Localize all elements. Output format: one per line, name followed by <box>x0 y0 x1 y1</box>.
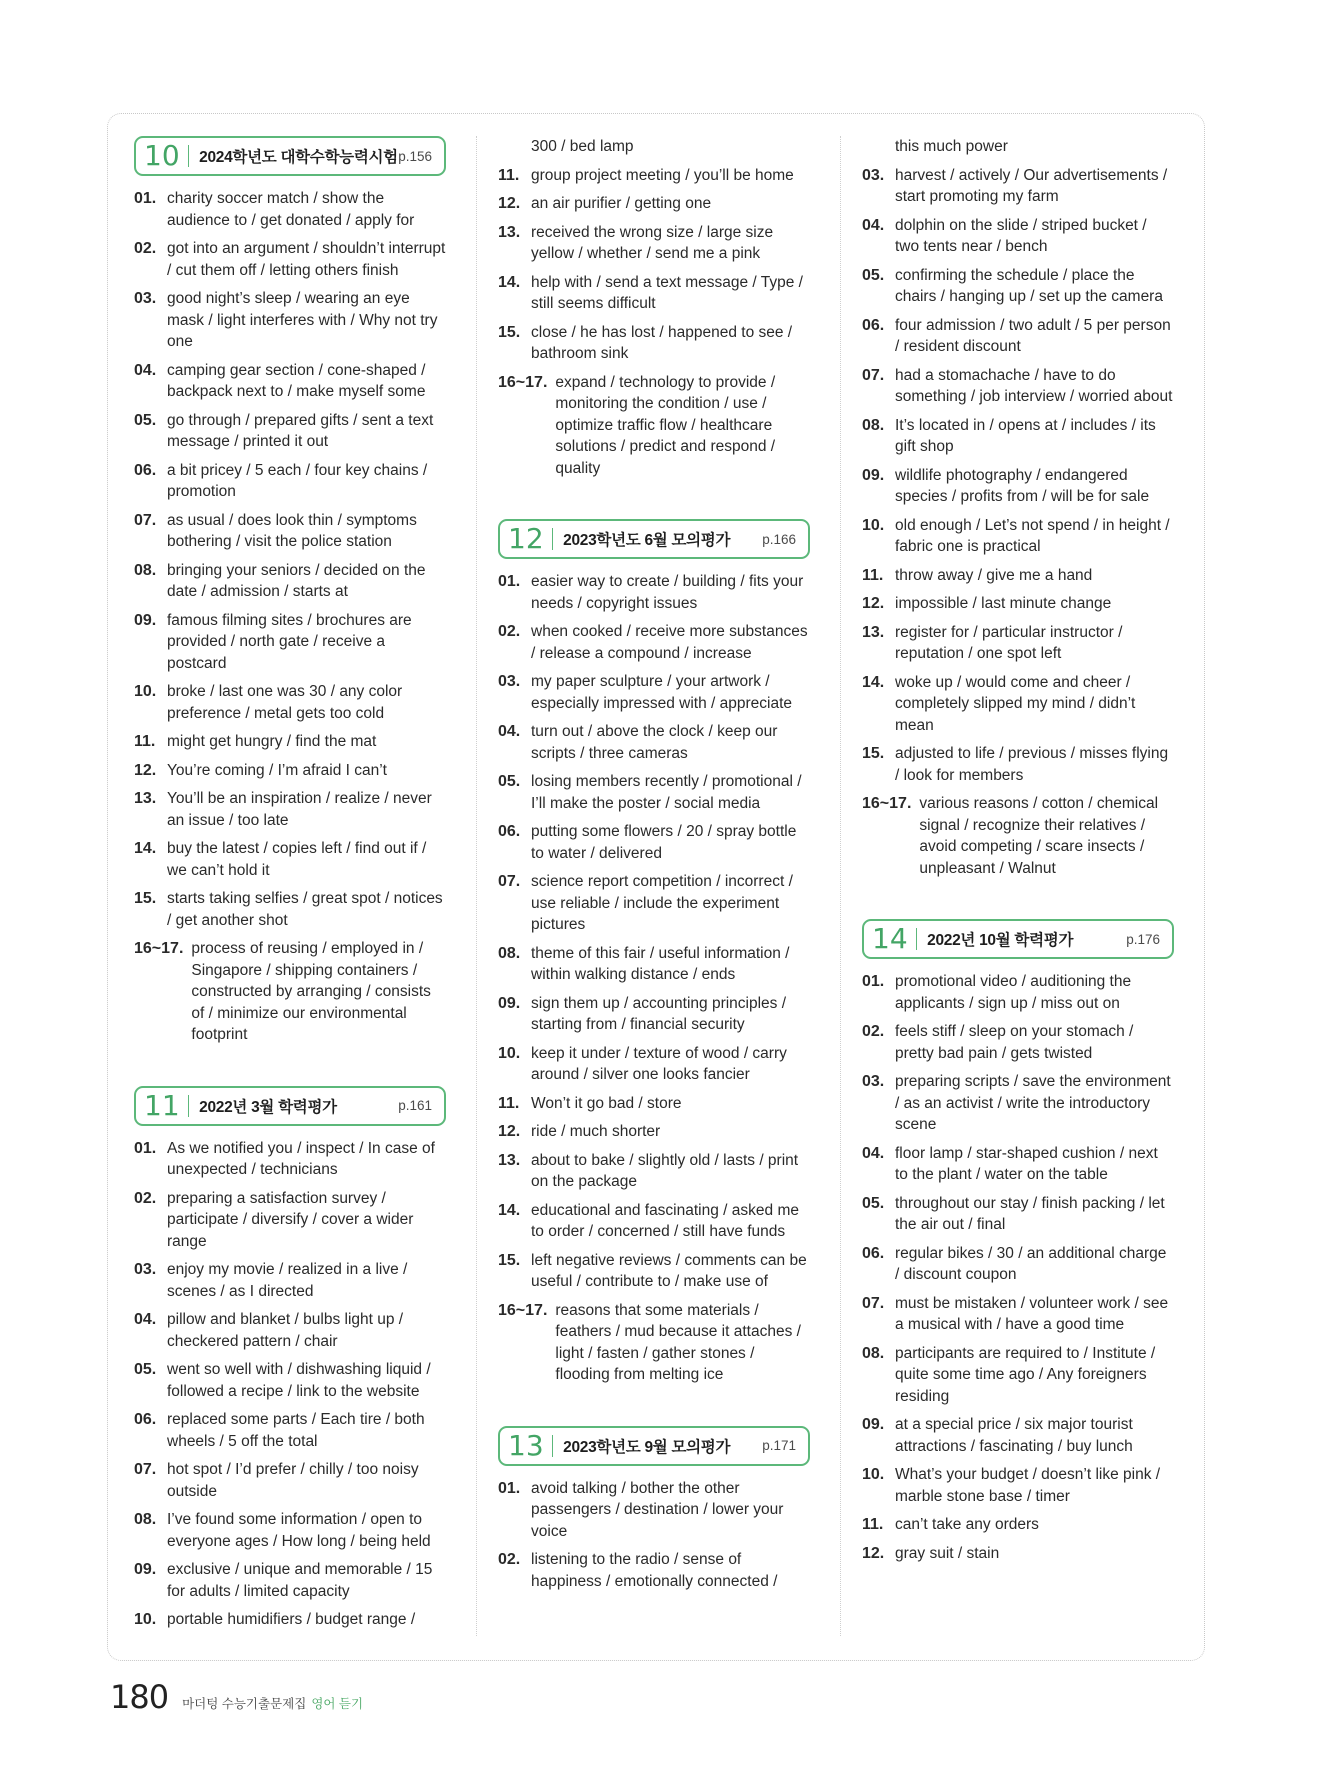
item-number: 16~17. <box>134 940 184 957</box>
answer-item <box>498 1121 810 1143</box>
item-number: 02. <box>134 240 157 257</box>
item-number: 01. <box>862 973 885 990</box>
answer-item <box>498 1300 810 1386</box>
item-text: floor lamp / star-shaped cushion / next to the plant / water on the table <box>895 1144 1158 1183</box>
section-title: 2022년 3월 학력평가 <box>199 1098 337 1116</box>
item-number: 01. <box>498 1479 521 1497</box>
answer-item <box>134 1188 446 1253</box>
item-text: regular bikes / 30 / an additional charge / discount coupon <box>895 1244 1167 1283</box>
item-text: turn out / above the clock / keep our scripts / three cameras <box>531 723 778 762</box>
answer-item <box>498 571 810 614</box>
item-text: gray suit / stain <box>895 1544 1000 1562</box>
answer-item <box>862 1543 1174 1565</box>
section-number: 12 <box>508 522 544 555</box>
item-text: famous filming sites / brochures are provided / north gate / receive a postcard <box>167 611 412 672</box>
item-text: adjusted to life / previous / misses flying / look for members <box>895 745 1169 784</box>
item-text: various reasons / cotton / chemical signal / recognize their relatives / avoid competing / scare insects / unpleasant / Walnut <box>919 795 1159 877</box>
item-number: 13. <box>498 223 521 241</box>
item-number: 08. <box>862 1344 885 1362</box>
item-number: 12. <box>134 761 157 779</box>
answer-item <box>134 1138 446 1181</box>
item-number: 08. <box>134 1511 157 1528</box>
item-number: 07. <box>862 1294 885 1312</box>
answer-item <box>134 1359 446 1402</box>
exam-section <box>498 519 810 1386</box>
item-number: 04. <box>862 216 885 234</box>
answer-item <box>134 838 446 881</box>
item-text: group project meeting / you’ll be home <box>531 166 794 184</box>
item-text: throw away / give me a hand <box>895 566 1093 584</box>
item-number: 11. <box>498 1094 520 1112</box>
item-number: 14. <box>134 840 157 857</box>
item-number: 09. <box>498 994 521 1012</box>
answer-item <box>862 672 1174 737</box>
item-number: 07. <box>134 1461 157 1478</box>
answer-item <box>862 1021 1174 1064</box>
item-number: 10. <box>862 1466 885 1483</box>
item-text: woke up / would come and cheer / completely slipped my mind / didn’t mean <box>895 673 1136 734</box>
item-number: 04. <box>134 361 157 379</box>
answer-item <box>134 510 446 553</box>
header-divider <box>552 1435 554 1457</box>
item-number: 02. <box>134 1189 157 1207</box>
item-text: left negative reviews / comments can be useful / contribute to / make use of <box>531 1251 807 1290</box>
item-number: 14. <box>862 673 885 691</box>
item-number: 08. <box>134 561 157 579</box>
section-title: 2022년 10월 학력평가 <box>927 932 1074 949</box>
section-header <box>498 1426 810 1466</box>
answer-item <box>134 1309 446 1352</box>
book-subject: 영어 듣기 <box>311 1697 364 1711</box>
answer-item <box>862 315 1174 358</box>
item-number: 05. <box>862 1194 885 1212</box>
section-page-ref: p.156 <box>398 148 432 164</box>
item-text: when cooked / receive more substances / release a compound / increase <box>531 623 808 662</box>
item-number: 16~17. <box>862 795 912 812</box>
section-page-ref: p.161 <box>398 1098 432 1113</box>
answer-item <box>498 943 810 986</box>
item-text: received the wrong size / large size yellow / whether / send me a pink <box>531 223 774 262</box>
item-number: 05. <box>134 411 157 429</box>
answer-item <box>134 288 446 353</box>
item-number: 01. <box>498 573 521 590</box>
answer-item <box>134 410 446 453</box>
item-text: You’re coming / I’m afraid I can’t <box>167 761 387 779</box>
item-number: 16~17. <box>498 1301 548 1319</box>
item-text: listening to the radio / sense of happiness / emotionally connected / <box>531 1551 778 1590</box>
item-number: 12. <box>498 1123 521 1140</box>
item-number: 15. <box>498 1251 521 1269</box>
item-number: 11. <box>862 1516 884 1533</box>
item-text: help with / send a text message / Type / still seems difficult <box>531 273 803 312</box>
item-number: 08. <box>862 416 885 434</box>
item-number: 03. <box>498 673 521 690</box>
item-text: You’ll be an inspiration / realize / never an issue / too late <box>167 790 432 829</box>
answer-item <box>498 821 810 864</box>
column-1 <box>134 136 446 1671</box>
item-text: science report competition / incorrect / use reliable / include the experiment pictures <box>531 873 793 933</box>
answer-item <box>862 1414 1174 1457</box>
item-text: preparing scripts / save the environment / as an activist / write the introductory scene <box>895 1073 1171 1133</box>
item-number: 10. <box>862 516 885 534</box>
item-text: can’t take any orders <box>895 1516 1039 1533</box>
answer-item <box>134 610 446 675</box>
item-text: good night’s sleep / wearing an eye mask / light interferes with / Why not try one <box>167 290 438 350</box>
item-text: ride / much shorter <box>531 1123 661 1140</box>
answer-item <box>134 1509 446 1552</box>
answer-item <box>134 731 446 753</box>
answer-item <box>134 1609 446 1631</box>
item-number: 04. <box>134 1311 157 1328</box>
answer-item <box>134 888 446 931</box>
column-2 <box>498 136 810 1632</box>
item-number: 03. <box>134 290 157 307</box>
item-text: camping gear section / cone-shaped / backpack next to / make myself some <box>167 361 426 400</box>
answer-item <box>862 593 1174 615</box>
answer-item <box>862 1293 1174 1336</box>
answer-item <box>498 372 810 480</box>
section-title: 2024학년도 대학수학능력시험 <box>199 149 398 166</box>
answer-item <box>498 165 810 187</box>
answer-item <box>862 565 1174 587</box>
header-divider <box>188 145 190 167</box>
item-text: feels stiff / sleep on your stomach / pretty bad pain / gets twisted <box>895 1023 1134 1062</box>
item-text: as usual / does look thin / symptoms bothering / visit the police station <box>167 511 417 550</box>
item-number: 06. <box>134 461 157 479</box>
item-number: 01. <box>134 190 157 207</box>
section-number: 13 <box>508 1428 544 1462</box>
book-title: 마더텅 수능기출문제집 <box>182 1697 307 1711</box>
item-number: 16~17. <box>498 373 548 391</box>
item-text: educational and fascinating / asked me to order / concerned / still have funds <box>531 1201 799 1240</box>
item-number: 09. <box>134 611 157 629</box>
answer-item <box>498 1478 810 1543</box>
answer-item <box>134 788 446 831</box>
answer-list <box>134 1138 446 1631</box>
item-number: 05. <box>498 773 521 790</box>
item-text: got into an argument / shouldn’t interrupt / cut them off / letting others finish <box>167 240 446 279</box>
item-number: 14. <box>498 273 521 291</box>
answer-item <box>498 1250 810 1293</box>
item-text: harvest / actively / Our advertisements / start promoting my farm <box>895 166 1168 205</box>
answer-item <box>862 515 1174 558</box>
item-text: losing members recently / promotional / I’ll make the poster / social media <box>531 773 802 812</box>
answer-item <box>498 222 810 265</box>
answer-item <box>498 272 810 315</box>
item-number: 10. <box>498 1044 521 1062</box>
answer-list <box>498 571 810 1386</box>
answer-item <box>498 1549 810 1592</box>
column-divider <box>476 136 477 1636</box>
item-number: 08. <box>498 944 521 962</box>
item-text: at a special price / six major tourist attractions / fascinating / buy lunch <box>895 1416 1133 1455</box>
answer-item <box>498 322 810 365</box>
item-number: 04. <box>862 1144 885 1162</box>
answer-item <box>862 165 1174 208</box>
answer-item <box>862 1343 1174 1408</box>
answer-item <box>862 971 1174 1014</box>
item-text: participants are required to / Institute / quite some time ago / Any foreigners residing <box>895 1344 1156 1405</box>
answer-item <box>134 1259 446 1302</box>
answer-item <box>134 460 446 503</box>
item-number: 09. <box>862 1416 885 1433</box>
exam-section <box>498 1426 810 1593</box>
item-number: 05. <box>134 1361 157 1378</box>
answer-item <box>862 622 1174 665</box>
answer-item <box>134 560 446 603</box>
item-number: 02. <box>498 1551 521 1568</box>
item-text: throughout our stay / finish packing / let the air out / final <box>895 1194 1165 1233</box>
carryover-text: this much power <box>895 138 1008 155</box>
answer-item <box>862 215 1174 258</box>
column-3 <box>862 136 1174 1604</box>
item-number: 12. <box>498 195 521 212</box>
section-title: 2023학년도 6월 모의평가 <box>563 532 731 549</box>
exam-section <box>134 1086 446 1631</box>
item-number: 03. <box>862 1073 885 1090</box>
item-number: 13. <box>862 623 885 641</box>
exam-section <box>134 136 446 1046</box>
item-text: bringing your seniors / decided on the date / admission / starts at <box>167 561 426 600</box>
answer-item <box>862 1071 1174 1136</box>
item-text: expand / technology to provide / monitoring the condition / use / optimize traffic flow / healthcare solutions / predict and respond / quality <box>555 373 776 477</box>
item-text: replaced some parts / Each tire / both wheels / 5 off the total <box>167 1411 425 1450</box>
answer-item <box>134 760 446 782</box>
section-header <box>134 1086 446 1126</box>
item-text: avoid talking / bother the other passengers / destination / lower your voice <box>531 1479 784 1540</box>
answer-item <box>134 1459 446 1502</box>
answer-list <box>862 971 1174 1564</box>
answer-list <box>498 165 810 480</box>
answer-item <box>498 771 810 814</box>
answer-item <box>498 871 810 936</box>
item-text: preparing a satisfaction survey / participate / diversify / cover a wider range <box>167 1189 414 1250</box>
item-text: keep it under / texture of wood / carry around / silver one looks fancier <box>531 1044 787 1083</box>
item-text: broke / last one was 30 / any color preference / metal gets too cold <box>167 683 403 722</box>
item-text: old enough / Let’s not spend / in height / fabric one is practical <box>895 516 1170 555</box>
item-text: theme of this fair / useful information / within walking distance / ends <box>531 944 790 983</box>
item-number: 03. <box>862 166 885 184</box>
answer-item <box>498 721 810 764</box>
item-number: 10. <box>134 1611 157 1628</box>
item-number: 15. <box>498 323 521 341</box>
section-number: 11 <box>144 1088 180 1122</box>
item-text: might get hungry / find the mat <box>167 733 377 750</box>
item-text: had a stomachache / have to do something / job interview / worried about <box>895 366 1173 405</box>
item-text: enjoy my movie / realized in a live / scenes / as I directed <box>167 1261 408 1300</box>
answer-list <box>498 1478 810 1593</box>
item-number: 11. <box>498 166 520 184</box>
item-text: confirming the schedule / place the chairs / hanging up / set up the camera <box>895 266 1163 305</box>
item-text: promotional video / auditioning the applicants / sign up / miss out on <box>895 973 1132 1012</box>
answer-item <box>498 993 810 1036</box>
answer-item <box>862 1143 1174 1186</box>
answer-item <box>862 743 1174 786</box>
answer-item <box>862 365 1174 408</box>
item-text: reasons that some materials / feathers / mud because it attaches / light / fasten / gather stones / flooding from melting ice <box>555 1301 801 1383</box>
item-text: portable humidifiers / budget range / <box>167 1611 416 1628</box>
section-page-ref: p.166 <box>762 531 796 547</box>
answer-list <box>862 165 1174 880</box>
answer-item <box>134 1409 446 1452</box>
answer-item <box>498 621 810 664</box>
page-number: 180 <box>110 1678 169 1716</box>
item-number: 04. <box>498 723 521 740</box>
item-text: sign them up / accounting principles / starting from / financial security <box>531 994 787 1033</box>
section-number: 10 <box>144 139 180 172</box>
answer-item <box>134 938 446 1046</box>
answer-item <box>134 188 446 231</box>
item-number: 09. <box>862 466 885 484</box>
item-text: buy the latest / copies left / find out if / we can’t hold it <box>167 840 427 879</box>
item-text: register for / particular instructor / reputation / one spot left <box>895 623 1123 662</box>
item-number: 12. <box>862 1544 885 1562</box>
continued-items <box>862 165 1174 880</box>
answer-item <box>498 1200 810 1243</box>
item-text: four admission / two adult / 5 per person / resident discount <box>895 316 1171 355</box>
item-number: 11. <box>134 733 156 750</box>
item-number: 13. <box>498 1151 521 1169</box>
header-divider <box>916 928 918 950</box>
answer-item <box>134 681 446 724</box>
item-text: Won’t it go bad / store <box>531 1094 682 1112</box>
item-number: 07. <box>862 366 885 384</box>
item-number: 13. <box>134 790 157 807</box>
answer-item <box>862 415 1174 458</box>
item-text: exclusive / unique and memorable / 15 for adults / limited capacity <box>167 1561 433 1600</box>
item-number: 02. <box>498 623 521 640</box>
item-text: putting some flowers / 20 / spray bottle to water / delivered <box>531 823 797 862</box>
item-text: close / he has lost / happened to see / bathroom sink <box>531 323 793 362</box>
answer-item <box>862 1193 1174 1236</box>
item-text: impossible / last minute change <box>895 595 1112 612</box>
item-text: a bit pricey / 5 each / four key chains / promotion <box>167 461 428 500</box>
answer-item <box>134 360 446 403</box>
item-text: easier way to create / building / fits your needs / copyright issues <box>531 573 804 612</box>
item-number: 15. <box>134 890 157 907</box>
item-text: starts taking selfies / great spot / notices / get another shot <box>167 890 443 929</box>
item-number: 05. <box>862 266 885 284</box>
item-text: I’ve found some information / open to everyone ages / How long / being held <box>167 1511 431 1550</box>
item-number: 06. <box>134 1411 157 1428</box>
answer-item <box>498 671 810 714</box>
answer-item <box>134 1559 446 1602</box>
item-number: 03. <box>134 1261 157 1278</box>
item-text: hot spot / I’d prefer / chilly / too noisy outside <box>167 1461 419 1500</box>
answer-item <box>862 265 1174 308</box>
item-number: 11. <box>862 566 884 584</box>
item-text: must be mistaken / volunteer work / see a musical with / have a good time <box>895 1294 1169 1333</box>
item-text: go through / prepared gifts / sent a text message / printed it out <box>167 411 434 450</box>
item-number: 06. <box>862 316 885 334</box>
item-text: an air purifier / getting one <box>531 195 712 212</box>
item-text: process of reusing / employed in / Singapore / shipping containers / constructed by arranging / consists of / minimize our environmental footprint <box>191 940 431 1043</box>
column-divider <box>840 136 841 1636</box>
carryover-text: 300 / bed lamp <box>531 138 634 155</box>
item-number: 02. <box>862 1023 885 1040</box>
item-text: dolphin on the slide / striped bucket / two tents near / bench <box>895 216 1147 255</box>
header-divider <box>188 1095 190 1117</box>
item-text: charity soccer match / show the audience to / get donated / apply for <box>167 190 415 229</box>
section-header <box>134 136 446 176</box>
item-text: It’s located in / opens at / includes / its gift shop <box>895 416 1156 455</box>
item-number: 07. <box>498 873 521 890</box>
continued-items <box>498 165 810 480</box>
item-number: 10. <box>134 683 157 700</box>
item-text: As we notified you / inspect / In case of unexpected / technicians <box>167 1139 435 1178</box>
answer-item <box>498 193 810 215</box>
answer-list <box>134 188 446 1046</box>
header-divider <box>552 528 554 550</box>
item-number: 09. <box>134 1561 157 1578</box>
answer-item <box>498 1093 810 1115</box>
answer-item <box>862 1464 1174 1507</box>
page-footer <box>110 1678 363 1716</box>
answer-item <box>862 465 1174 508</box>
item-text: wildlife photography / endangered species / profits from / will be for sale <box>895 466 1150 505</box>
section-header <box>862 919 1174 959</box>
answer-item <box>498 1150 810 1193</box>
section-page-ref: p.176 <box>1126 931 1160 947</box>
item-number: 12. <box>862 595 885 612</box>
answer-item <box>862 793 1174 879</box>
item-number: 01. <box>134 1139 157 1157</box>
answer-item <box>862 1243 1174 1286</box>
section-header <box>498 519 810 559</box>
answer-item <box>862 1514 1174 1536</box>
item-number: 06. <box>862 1244 885 1262</box>
item-number: 06. <box>498 823 521 840</box>
answer-item <box>498 1043 810 1086</box>
item-number: 14. <box>498 1201 521 1219</box>
item-number: 15. <box>862 745 885 762</box>
item-text: about to bake / slightly old / lasts / print on the package <box>531 1151 799 1190</box>
item-number: 07. <box>134 511 157 529</box>
answer-item <box>134 238 446 281</box>
section-number: 14 <box>872 922 908 955</box>
item-text: went so well with / dishwashing liquid / followed a recipe / link to the website <box>167 1361 431 1400</box>
item-text: pillow and blanket / bulbs light up / checkered pattern / chair <box>167 1311 404 1350</box>
section-title: 2023학년도 9월 모의평가 <box>563 1438 731 1456</box>
section-page-ref: p.171 <box>762 1438 796 1453</box>
item-text: What’s your budget / doesn’t like pink / marble stone base / timer <box>895 1466 1161 1505</box>
item-text: my paper sculpture / your artwork / especially impressed with / appreciate <box>531 673 793 712</box>
exam-section <box>862 919 1174 1564</box>
